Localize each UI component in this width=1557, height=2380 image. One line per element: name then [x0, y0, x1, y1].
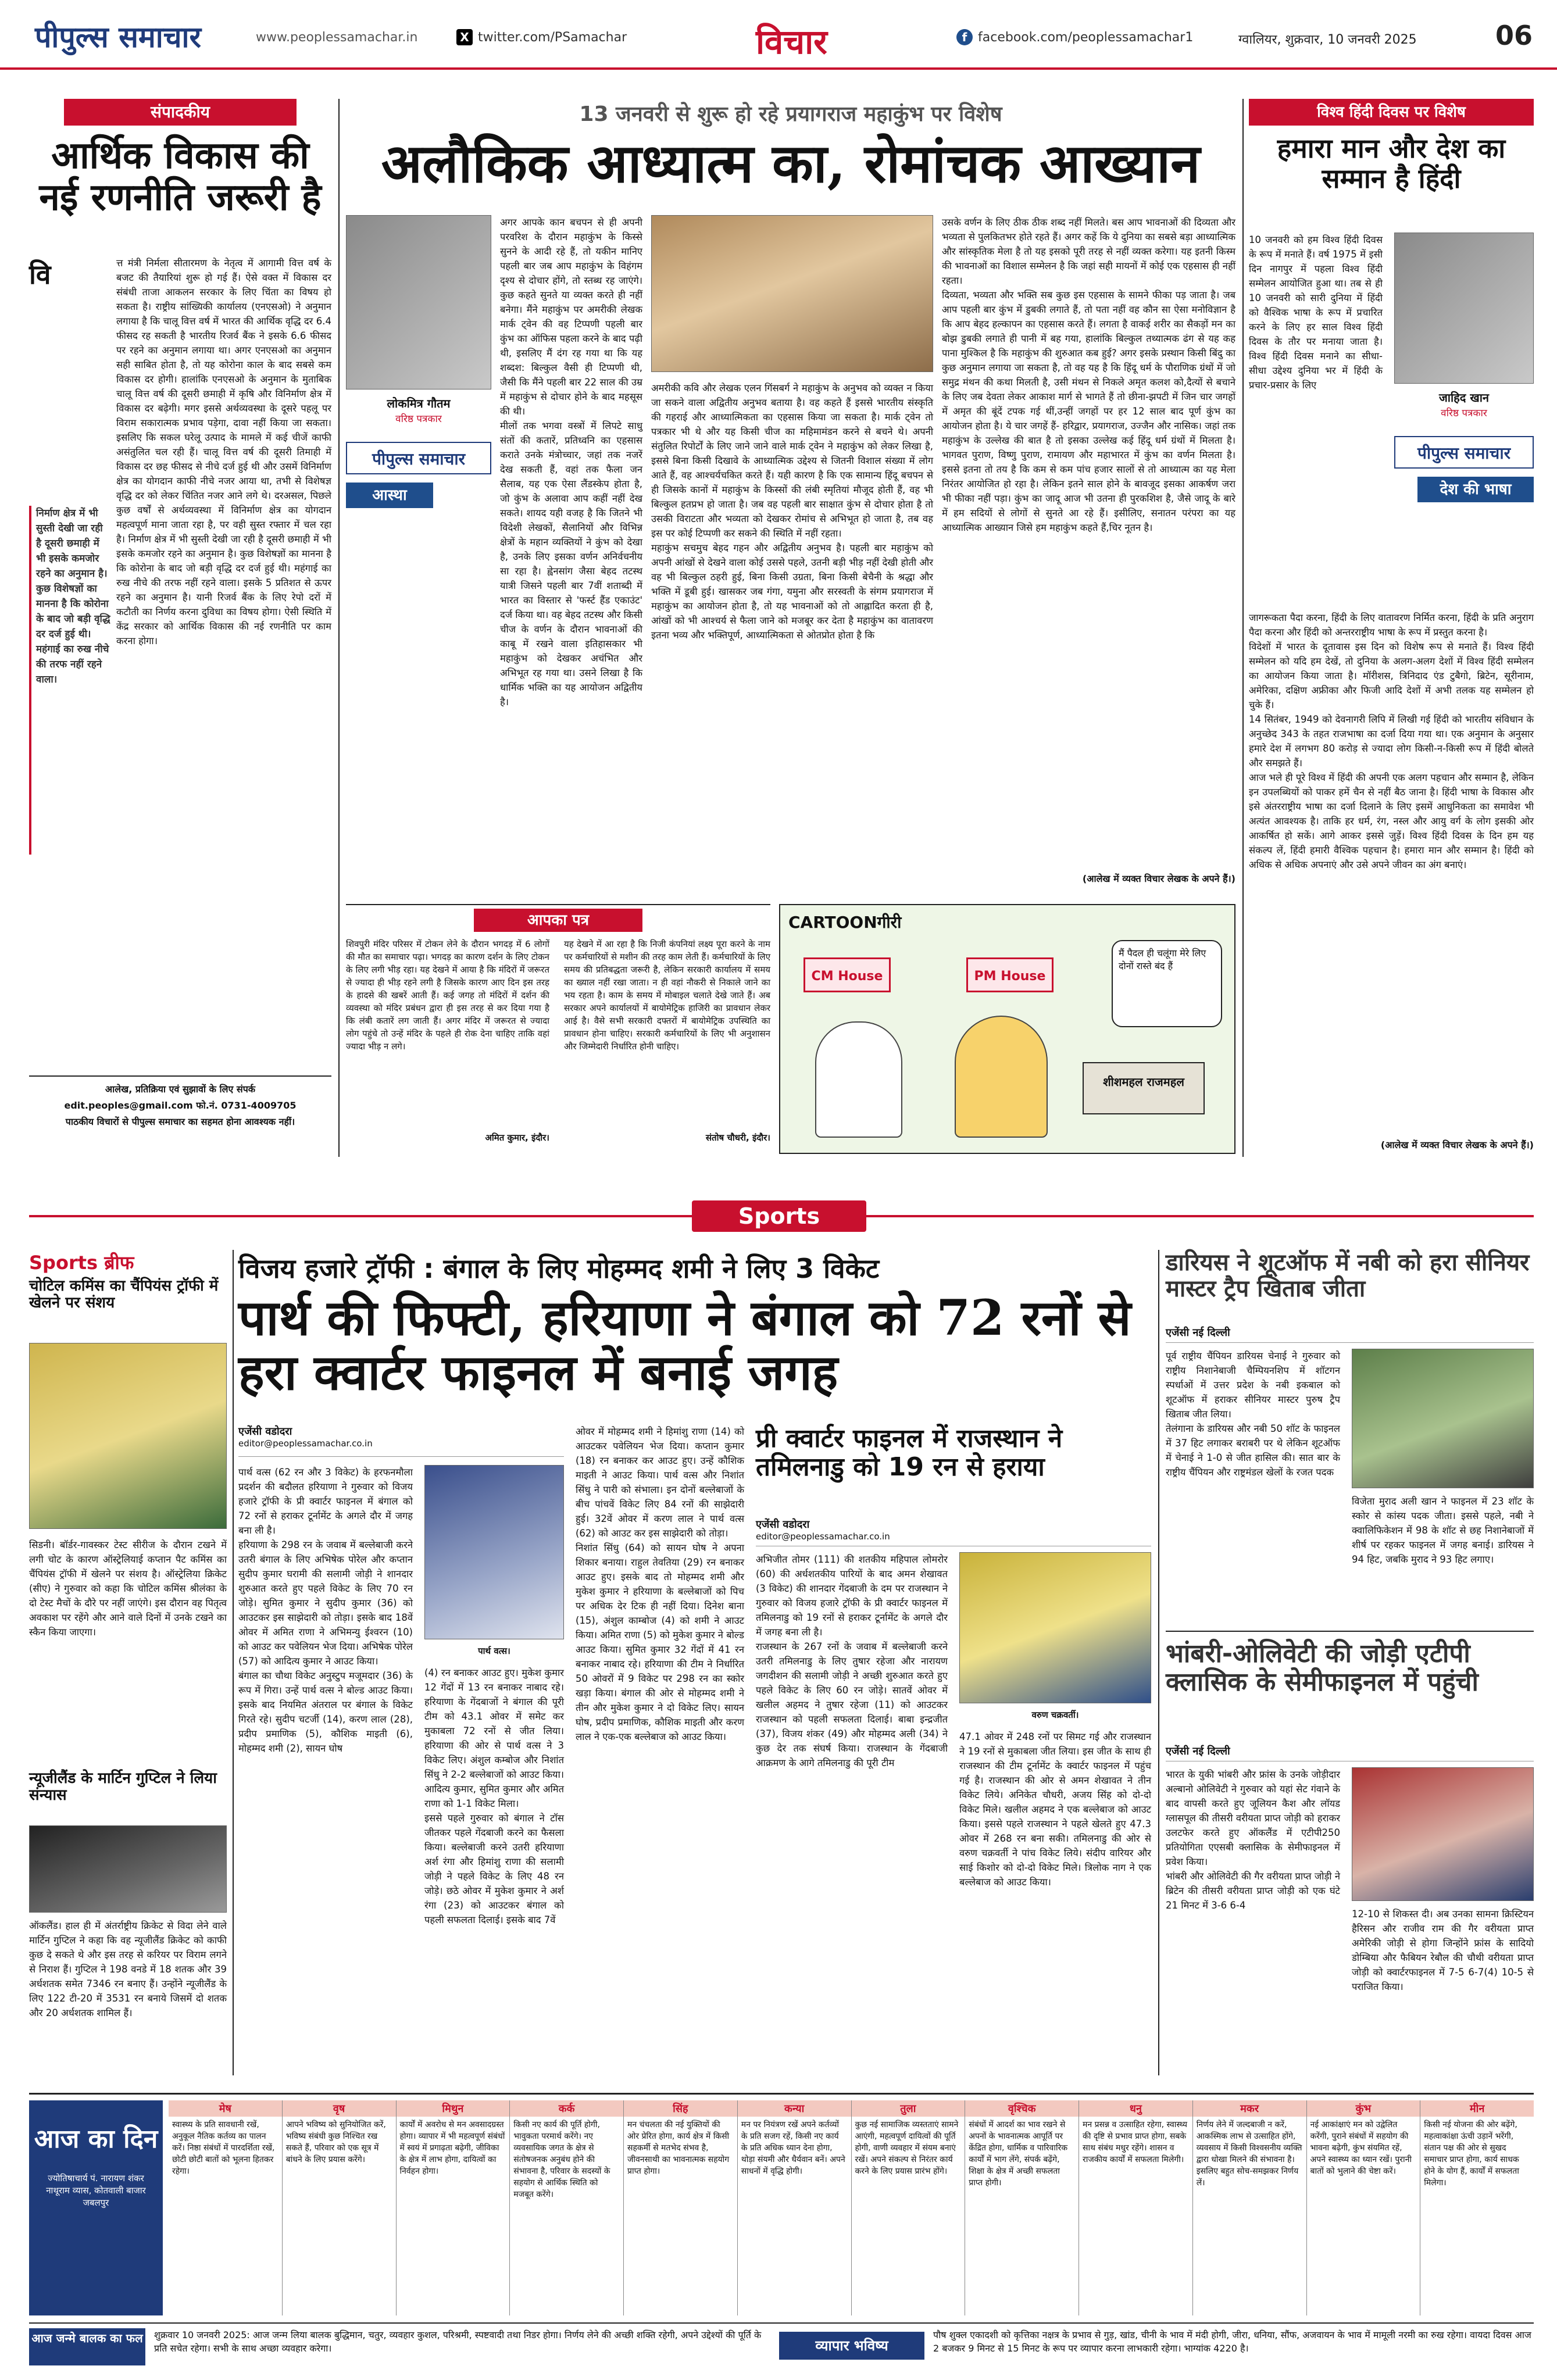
feature-col2: अमरीकी कवि और लेखक एलन गिंसबर्ग ने महाकुंभ के अनुभव को व्यक्त न किया जा सकने वाला अद्वितीय अनुभव बताया है। वह कहते हैं इससे भारतीय संस्कृति की गहराई और आध्यात्मिकता का एहसास किया जा सकता है। मार्क ट्वेन तो पत्रकार भी थे और यह किसी चीज का महिमामंडन करने से बचने थे। अपनी संतुलित रिपोर्टों के लिए जाने जाने वाले मार्क ट्वेन ने महाकुंभ को लेकर लिखा है, इससे बिना किसी दिखावे के आध्यात्मिक उद्देश्य से जितनी विशाल संख्या में लोग आते हैं, वह आश्चर्यचकित करते हैं। यही कारण है कि एक सामान्य हिंदू बचपन से ही जिसके कानों में महाकुंभ के किस्सों की लंबी स्मृतियां मौजूद होती हैं, वह भी बिल्कुल हतप्रभ हो जाता है। जब वह पहली बार साक्षात कुंभ से दोचार होता है तो उसकी विराटता और भव्यता को देखकर रोमांच से अभिभूत हो जाता है, तब वह इस पर कोई टिप्पणी कर सकने की स्थिति में नहीं रहता। महाकुंभ सचमुच बेहद गहन और अद्वितीय अनुभव है। पहली बार महाकुंभ को अपनी आंखों से देखने वाला कोई उससे पहले, उतनी बड़ी भीड़ नहीं देखी होती और वह भी बिल्कुल ठहरी हुई, बिना किसी उग्रता, बिना किसी बेचैनी के श्रद्धा और भक्ति में डूबी हुई। खासकर जब गंगा, यमुना और सरस्वती के संगम प्रयागराज में महाकुंभ का आयोजन होता है, तो यह भावनाओं को तो आह्लादित करता ही है, आंखों को भी आश्चर्य से फैला जाने को मजबूर कर देता है महाकुंभ का वातावरण इतना भव्य और भक्तिपूर्ण, आध्यात्मिकता से ओतप्रोत होता है कि	[651, 383, 933, 641]
contact-email[interactable]: edit.peoples@gmail.com फो.नं. 0731-4009705	[64, 1100, 297, 1111]
cartoon-figure-1	[815, 1021, 902, 1138]
hindi-day-title: हमारा मान और देश का सम्मान है हिंदी	[1277, 133, 1506, 194]
rashi-name: कुंभ	[1307, 2100, 1420, 2117]
raj-headline: प्री क्वार्टर फाइनल में राजस्थान ने तमिलनाडु को 19 रन से हराया	[756, 1424, 1063, 1482]
raj-body-1: अभिजीत तोमर (111) की शतकीय महिपाल लोमरोर (60) की अर्धशतकीय पारियों के बाद अमन शेखावत (3 विकेट) की शानदार गेंदबाजी के दम पर राजस्थान ने गुरुवार को विजय हजारे ट्रॉफी के प्री क्वार्टर फाइनल में तमिलनाडु को 19 रनों से हराकर टूर्नामेंट के अगले दौर में जगह बना ली है। राजस्थान के 267 रनों के जवाब में बल्लेबाजी करने उतरी तमिलनाडु के लिए तुषार रहेजा और नारायण जगदीशन की सलामी जोड़ी ने अच्छी शुरुआत करते हुए पहले विकेट के लिए 60 रन जोड़े। सातवें ओवर में खलील अहमद ने तुषार रहेजा (11) को आउटकर राजस्थान को पहली सफलता दिलाई। बाबा इन्द्रजीत (37), विजय शंकर (49) और मोहम्मद अली (34) ने कुछ देर तक संघर्ष किया। राजस्थान के गेंदबाजी आक्रमण के आगे तमिलनाडु की पूरी टीम	[756, 1554, 948, 1768]
bhambri-body: भारत के युकी भांबरी और फ्रांस के उनके जोड़ीदार अल्बानो ओलिवेटी ने गुरुवार को यहां सेट गंवाने के बाद वापसी करते हुए जूलियन कैश और लॉयड ग्लासपूल की तीसरी वरीयता प्राप्त जोड़ी को हराकर उलटफेर करते हुए ऑकलैंड में एटीपी250 प्रतियोगिता एएसबी क्लासिक के सेमीफाइनल में प्रवेश किया। भांबरी और ओलिवेटी की गैर वरीयता प्राप्त जोड़ी ने ब्रिटेन की तीसरी वरीयता प्राप्त जोड़ी को एक घंटे 21 मिनट में 3-6 6-4	[1166, 1769, 1340, 1911]
author-name: लोकमित्र गौतम	[387, 396, 451, 410]
byline-agency: एजेंसी वडोदरा	[238, 1425, 292, 1438]
dateline: ग्वालियर, शुक्रवार, 10 जनवरी 2025	[1238, 33, 1417, 47]
editorial-dropcap: वि	[29, 259, 51, 290]
rashi-text: निर्णय लेने में जल्दबाजी न करें, आकस्मिक लाभ से उत्साहित होंगे, व्यवसाय में किसी विश्वसनीय व्यक्ति द्वारा धोखा मिलने की संभावना है। इसलिए बहुत सोच-समझकर निर्णय लें।	[1196, 2120, 1302, 2188]
editorial-footer	[29, 1075, 331, 1145]
varun-caption: वरुण चक्रवर्ती।	[1031, 1710, 1079, 1720]
rashi-name: कन्या	[738, 2100, 851, 2117]
editorial-body: त्त मंत्री निर्मला सीतारमण के नेतृत्व में आगामी वित्त वर्ष के बजट की तैयारियां शुरू हो गई हैं। ऐसे वक्त में विकास दर संबंधी ताजा आकलन सरकार के लिए चिंता का विषय हो सकता है। राष्ट्रीय सांख्यिकी कार्यालय (एनएसओ) ने अनुमान लगाया है कि चालू वित्त वर्ष में भारत की आर्थिक वृद्धि दर 6.4 फीसद रह सकती है भारतीय रिजर्व बैंक ने इसके 6.6 फीसद पर रहने का अनुमान लगाया था। अगर एनएसओ का अनुमान सही साबित होता है, तो यह कोरोना काल के बाद सबसे कम विकास दर होगी। हालांकि एनएसओ के अनुमान के मुताबिक चालू वित्त वर्ष की दूसरी छमाही में कृषि और विनिर्माण क्षेत्र में विकास दर बढ़ेगी। मगर इससे अर्थव्यवस्था के दूसरे पहलू पर विराम सकारात्मक प्रभाव पड़ेगा, दावा नहीं किया जा सकता। इसलिए कि सकल घरेलू उत्पाद के मामले में कई चीजें काफी असंतुलित चल रही हैं। चालू वित्त वर्ष की दूसरी तिमाही में विकास दर छह फीसद से नीचे दर्ज हुई थी और उसमें विनिर्माण क्षेत्र का योगदान काफी नीचे नजर आया था, तभी से विशेषज्ञ वृद्धि दर को लेकर चिंतित नजर आने लगे थे। दरअसल, पिछले कुछ वर्षों से अर्थव्यवस्था में विनिर्माण क्षेत्र का योगदान महत्वपूर्ण माना जाता रहा है, पर वही सुस्त रफ्तार में चल रहा है। निर्माण क्षेत्र में भी सुस्ती देखी जा रही है दूसरी छमाही में भी इसके कमजोर रहने का अनुमान है। कुछ विशेषज्ञों का मानना है कि कोरोना के बाद जो बड़ी वृद्धि दर दर्ज हुई थी। महंगाई का रुख नीचे की तरफ नहीं रहने वाला। इसके 5 प्रतिशत से ऊपर रहने का अनुमान है। यानी रिजर्व बैंक के लिए रेपो दरों में कटौती का निर्णय करना दुविधा का विषय होगा। ऐसी स्थिति में केंद्र सरकार को आर्थिक विकास की नई रणनीति पर काम करना होगा।	[116, 258, 335, 646]
rashi-text: किसी नए कार्य की पूर्ति होगी, भावुकता परमार्थ करेंगे। नए व्यवसायिक जगत के क्षेत्र से संतोषजनक अनुबंध होने की संभावना है, परिवार के सदस्यों के सहयोग से आर्थिक स्थिति को मजबूत करेंगे।	[513, 2120, 610, 2199]
hindi-day-intro: 10 जनवरी को हम विश्व हिंदी दिवस के रूप में मनाते हैं। वर्ष 1975 में इसी दिन नागपुर में पहला विश्व हिंदी सम्मेलन आयोजित हुआ था। तब से ही 10 जनवरी को सारी दुनिया में हिंदी को वैश्विक भाषा के रूप में प्रचारित करने के लिए हर साल विश्व हिंदी दिवस के तौर पर मनाया जाता है। विश्व हिंदी दिवस मनाने का सीधा-सीधा उद्देश्य दुनिया भर में हिंदी के प्रचार-प्रसार के लिए	[1249, 234, 1386, 391]
rashi-name: मिथुन	[397, 2100, 510, 2117]
rashi-name: धनु	[1079, 2100, 1192, 2117]
darius-body-2: विजेता मुराद अली खान ने फाइनल में 23 शॉट के स्कोर से कांस्य पदक जीता। इससे पहले, नबी ने क्वालिफिकेशन में 98 के शॉट से छह निशानेबाजों में शीर्ष पर रहकर फाइनल में जगह बनाई। डारियस ने 94 हिट, जबकि मुराद ने 93 हिट लगाए।	[1352, 1496, 1537, 1565]
twitter-handle[interactable]: twitter.com/PSamachar	[478, 30, 627, 45]
rashi-text: मन पर नियंत्रण रखें अपने कर्तव्यों के प्रति सजग रहें, किसी नए कार्य के प्रति अधिक ध्यान देना होगा, थोड़ा संयमी और धैर्यवान बनें। अपने साधनों में वृद्धि होगी।	[741, 2120, 845, 2176]
divider	[1242, 99, 1244, 1157]
hindi-day-label: विश्व हिंदी दिवस पर विशेष	[1249, 99, 1534, 126]
editorial-title: आर्थिक विकास की नई रणनीति जरूरी है	[39, 134, 322, 219]
bhambri-photo	[1352, 1767, 1534, 1901]
horoscope-title: आज का दिन	[34, 2124, 158, 2154]
feature-note: (आलेख में व्यक्त विचार लेखक के अपने हैं।)	[1082, 873, 1235, 884]
contact-label: आलेख, प्रतिक्रिया एवं सुझावों के लिए संपर्क	[105, 1084, 256, 1095]
bottom-strip	[29, 2322, 1534, 2369]
letter-2-author: संतोष चौधरी, इंदौर।	[705, 1132, 770, 1143]
rashi-vrish	[283, 2100, 397, 2315]
cm-house-sign: CM House	[804, 957, 891, 992]
feature-article	[346, 99, 1235, 895]
author-photo	[346, 215, 491, 389]
rashi-name: वृश्चिक	[965, 2100, 1079, 2117]
rashi-text: कार्यों में अवरोध से मन अवसादग्रस्त होगा। व्यापार में भी महत्वपूर्ण संबंधों में स्वयं में प्रगाढ़ता बढ़ेगी, जीविका के क्षेत्र में लाभ होगा, दायित्वों का निर्वहन होगा।	[399, 2120, 505, 2176]
rashi-singh	[624, 2100, 738, 2315]
rashi-text: किसी नई योजना की ओर बढ़ेंगे, महत्वाकांक्षा ऊंची उड़ानें भरेंगी, संतान पक्ष की ओर से सुखद समाचार प्राप्त होगा, कार्य साधक होने के योग हैं, कार्यों में सफलता मिलेगा।	[1424, 2120, 1519, 2188]
letter-2: यह देखने में आ रहा है कि निजी कंपनियां लक्ष्य पूरा करने के नाम पर कर्मचारियों से मशीन की तरह काम लेती हैं। कर्मचारियों के लिए समय की प्रतिबद्धता जरूरी है, लेकिन सरकारी कार्यालय में समय का ख्याल नहीं रखा जाता। न ही वहां नौकरी से निकाले जाने का भय रहता है। काम के समय में मोबाइल चलाते देखे जाते हैं। अब सरकार अपने कार्यालयों में बायोमेट्रिक हाजिरी का प्रावधान लेकर आई है। वैसे सभी सरकारी दफ्तरों में बायोमेट्रिक उपस्थिति का प्रावधान होना चाहिए। सरकारी कर्मचारियों के लिए भी अनुशासन और जिम्मेदारी निर्धारित होनी चाहिए।	[564, 939, 773, 1052]
hindi-author-photo	[1394, 233, 1534, 384]
trade-label: व्यापार भविष्य	[779, 2332, 924, 2360]
letters-box	[346, 904, 773, 1154]
brief2-body: ऑकलैंड। हाल ही में अंतर्राष्ट्रीय क्रिकेट से विदा लेने वाले मार्टिन गुप्टिल ने कहा कि वह न्यूजीलैंड क्रिकेट को काफी कुछ दे सकते थे और इस तरह से करियर पर विराम लगने से निराश हैं। गुप्टिल ने 198 वनडे में 18 शतक और 39 अर्धशतक समेत 7346 रन बनाए हैं। उन्होंने न्यूजीलैंड के लिए 122 टी-20 में 3531 रन बनाये जिसमें दो शतक और 20 अर्धशतक शामिल हैं।	[29, 1920, 230, 2018]
feature-title: अलौकिक आध्यात्म का, रोमांचक आख्यान	[381, 132, 1201, 195]
raj-byline-agency: एजेंसी वडोदरा	[756, 1518, 810, 1531]
darius-body: पूर्व राष्ट्रीय चैंपियन डारियस चेनाई ने गुरुवार को राष्ट्रीय निशानेबाजी चैम्पियनशिप में शॉटगन स्पर्धाओं में उत्तर प्रदेश के नबी इकबाल को शूटऑफ में हराकर सीनियर मास्टर पुरुष ट्रैप खिताब जीत लिया। तेलंगाना के डारियस और नबी 50 शॉट के फाइनल में 37 हिट लगाकर बराबरी पर थे लेकिन शूटऑफ में चेनाई ने 1-0 से जीत हासिल की। सात बार के राष्ट्रीय चैंपियन और राष्ट्रमंडल खेलों के रजत पदक	[1166, 1350, 1340, 1478]
rashi-text: आपने भविष्य को सुनियोजित करें, भविष्य संबंधी कुछ निश्चित रख सकते हैं, परिवार को एक सूत्र में बांधने के लिए प्रयास करेंगे।	[285, 2120, 386, 2164]
story-col3: ओवर में मोहम्मद शमी ने हिमांशु राणा (14) को आउटकर पवेलियन भेज दिया। कप्तान कुमार (18) रन बनाकर कर आउट हुए। उन्हें कौशिक माइती ने आउट किया। पार्थ वत्स और निशांत सिंधु ने पारी को संभाला। इन दोनों बल्लेबाजों के बीच पांचवें विकेट लिए 84 रनों की साझेदारी हुई। 32वें ओवर में करण लाल ने पार्थ वत्स (62) को आउट कर इस साझेदारी को तोड़ा। निशांत सिंधु (64) को सायन घोष ने अपना शिकार बनाया। राहुल तेवतिया (29) रन बनाकर आउट हुए। इसके बाद तो मोहम्मद शमी और मुकेश कुमार ने हरियाणा के बल्लेबाजों को पिच पर अधिक देर टिक ही नहीं दिया। दिनेश बाना (15), अंशुल काम्बोज (4) को शमी ने आउट किया। अमित राणा (5) को मुकेश कुमार ने बोल्ड आउट किया। सुमित कुमार 32 गेंदों में 41 रन बनाकर नाबाद रहे। हरियाणा की टीम ने निर्धारित 50 ओवरों में 9 विकेट पर 298 रन का स्कोर खड़ा किया। बंगाल की ओर से मोहम्मद शमी ने तीन और मुकेश कुमार ने दो विकेट लिए। सायन घोष, प्रदीप प्रमाणिक, कौशिक माइती और करण लाल ने एक-एक बल्लेबाज को आउट किया।	[576, 1426, 744, 1742]
parth-vats-caption: पार्थ वत्स।	[478, 1646, 510, 1656]
section-title: विचार	[756, 22, 827, 62]
brief1-headline: चोटिल कमिंस का चैंपियंस ट्रॉफी में खेलने पर संशय	[29, 1277, 219, 1312]
rashi-mesh	[169, 2100, 283, 2315]
editorial-pullquote: निर्माण क्षेत्र में भी सुस्ती देखी जा रही है दूसरी छमाही में भी इसके कमजोर रहने का अनुमान है। कुछ विशेषज्ञों का मानना है कि कोरोना के बाद जो बड़ी वृद्धि दर दर्ज हुई थी। महंगाई का रुख नीचे की तरफ नहीं रहने वाला।	[29, 506, 110, 855]
rashi-name: कर्क	[510, 2100, 623, 2117]
hindi-brand-logo: पीपुल्स समाचार	[1394, 436, 1534, 469]
varun-photo	[959, 1552, 1151, 1703]
guptill-photo	[29, 1825, 227, 1913]
rashi-text: मन चंचलता की नई युक्तियों की ओर प्रेरित होगा, कार्य क्षेत्र में किसी सहकर्मी से मतभेद संभव है, जीवनसाथी का भावनात्मक सहयोग प्राप्त होगा।	[627, 2120, 730, 2176]
rashi-text: स्वास्थ्य के प्रति सावधानी रखें, अनुकूल नैतिक कर्तव्य का पालन करें। निष्ठा संबंधों में पारदर्शिता रखें, छोटी छोटी बातों को भूलना हितकर रहेगा।	[172, 2120, 275, 2176]
birth-text: शुक्रवार 10 जनवरी 2025: आज जन्म लिया बालक बुद्धिमान, चतुर, व्यवहार कुशल, परिश्रमी, स्पष्टवादी तथा निडर होगा। निर्णय लेने की अच्छी शक्ति रहेगी, अपने उद्देश्यों की पूर्ति के प्रति सचेत रहेगा। सभी के साथ अच्छा व्यवहार करेगा।	[154, 2329, 762, 2354]
website-url[interactable]: www.peoplessamachar.in	[256, 30, 418, 45]
parth-vats-photo	[424, 1465, 564, 1639]
letter-1-author: अमित कुमार, इंदौर।	[485, 1132, 549, 1143]
story-col2: (4) रन बनाकर आउट हुए। मुकेश कुमार 12 गेंदों में 13 रन बनाकर नाबाद रहे। हरियाणा के गेंदबाजों ने बंगाल की पूरी टीम को 43.1 ओवर में समेट कर मुकाबला 72 रनों से जीत लिया। हरियाणा की ओर से पार्थ वत्स ने 3 विकेट लिए। अंशुल कम्बोज और निशांत सिंधु ने 2-2 बल्लेबाजों को आउट किया। आदित्य कुमार, सुमित कुमार और अमित राणा को 1-1 विकेट मिला। इससे पहले गुरुवार को बंगाल ने टॉस जीतकर पहले गेंदबाजी करने का फैसला किया। बल्लेबाजी करने उतरी हरियाणा अर्श रंगा और हिमांशु राणा की सलामी जोड़ी ने पहले विकेट के लिए 48 रन जोड़े। छठे ओवर में मुकेश कुमार ने अर्श रंगा (23) को आउटकर बंगाल को पहली सफलता दिलाई। इसके बाद 7वें	[424, 1667, 564, 1925]
right-sports-column	[1166, 1249, 1537, 2075]
facebook-handle[interactable]: facebook.com/peoplessamachar1	[978, 30, 1194, 45]
darius-headline: डारियस ने शूटऑफ में नबी को हरा सीनियर मास्टर ट्रैप खिताब जीता	[1166, 1249, 1530, 1302]
rashi-vrishchik	[965, 2100, 1079, 2315]
darius-byline: एजेंसी नई दिल्ली	[1166, 1325, 1534, 1343]
birth-label: आज जन्मे बालक का फल	[29, 2328, 145, 2365]
rashi-tula	[852, 2100, 966, 2315]
rashi-name: सिंह	[624, 2100, 737, 2117]
cummins-photo	[29, 1343, 227, 1529]
rashi-text: संबंधों में आदर्श का भाव रखने से अपनों के भावनात्मक आपूर्ति पर केंद्रित होगा, धार्मिक व पारिवारिक कार्यों में भाग लेंगे, संपर्क बढ़ेंगे, शिक्षा के क्षेत्र में अच्छी सफलता प्राप्त होगी।	[969, 2120, 1068, 2188]
rashi-grid	[169, 2100, 1534, 2315]
horoscope-section	[29, 2093, 1534, 2320]
trade-text: पौष शुक्ल एकादशी को कृत्तिका नक्षत्र के प्रभाव से गुड़, खांड, चीनी के भाव में मंदी होगी, जीरा, धनिया, सौंफ, अजवायन के भाव में मामूली नरमी का रुख रहेगा। वायदा दिवस आज 2 बजकर 9 मिनट से 15 मिनट के रूप पर व्यापार करना लाभकारी रहेगा। भाग्यांक 4220 है।	[933, 2329, 1531, 2354]
cartoon-board: शीशमहल राजमहल	[1083, 1062, 1205, 1114]
rashi-text: नई आकांक्षाएं मन को उद्वेलित करेंगी, पुराने संबंधों में सहयोग की भावना बढ़ेगी, कुंभ संयमित रहें, अपने स्वास्थ्य का ध्यान रखें। पुरानी बातों को भुलाने की चेष्टा करें।	[1310, 2120, 1412, 2176]
hindi-day-article	[1249, 99, 1534, 1157]
rashi-name: मेष	[169, 2100, 282, 2117]
raj-byline-email[interactable]: editor@peoplessamachar.co.in	[756, 1531, 890, 1542]
editorial-column	[29, 99, 335, 1157]
page-number: 06	[1495, 20, 1533, 51]
rashi-meen	[1420, 2100, 1534, 2315]
divider	[1166, 1631, 1534, 1632]
disclaimer: पाठकीय विचारों से पीपुल्स समाचार का सहमत होना आवश्यक नहीं।	[65, 1116, 295, 1127]
raj-byline	[756, 1517, 1151, 1546]
cartoon-box	[779, 904, 1235, 1154]
twitter-icon: X	[456, 29, 473, 45]
rashi-name: मकर	[1193, 2100, 1306, 2117]
byline-email[interactable]: editor@peoplessamachar.co.in	[238, 1438, 373, 1449]
hindi-day-body: जागरूकता पैदा करना, हिंदी के लिए वातावरण निर्मित करना, हिंदी के प्रति अनुराग पैदा करना और हिंदी को अन्तरराष्ट्रीय भाषा के रूप में प्रस्तुत करना है। विदेशों में भारत के दूतावास इस दिन को विशेष रूप से मनाते हैं। विश्व हिंदी सम्मेलन को यदि हम देखें, तो दुनिया के अलग-अलग देशों में विश्व हिंदी सम्मेलन का आयोजन किया जाता है। मॉरीशस, त्रिनिदाद एंड टुबैगो, ब्रिटेन, सूरीनाम, अमेरिका, दक्षिण अफ्रीका और फिजी आदि देशों में अभी तलक यह सम्मेलन हो चुके हैं। 14 सितंबर, 1949 को देवनागरी लिपि में लिखी गई हिंदी को भारतीय संविधान के अनुच्छेद 343 के तहत राजभाषा का दर्जा दिया गया था। एक अनुमान के अनुसार हमारे देश में लगभग 80 करोड़ से ज्यादा लोग किसी-न-किसी रूप में हिंदी बोलते और समझते हैं। आज भले ही पूरे विश्व में हिंदी की अपनी एक अलग पहचान और सम्मान है, लेकिन इन उपलब्धियों को पाकर हमें चैन से नहीं बैठ जाना है। हिंदी भाषा के विकास और इसे अंतरराष्ट्रीय भाषा का दर्जा दिलाने के लिए इसमें आधुनिकता का समावेश भी अत्यंत आवश्यक है। ताकि हर धर्म, रंग, नस्ल और आयु वर्ग के लोग इसकी ओर आकर्षित हो सकें। आगे आकर इससे जुड़ें। विश्व हिंदी दिवस के दिन हम यह संकल्प लें, हिंदी हमारी वैश्विक पहचान है। हमारा मान और सम्मान है। हिंदी को अधिक से अधिक अपनाएं और उसे अपने जीवन का अंग बनाएं।	[1249, 612, 1534, 870]
sports-brief-title: Sports ब्रीफ	[29, 1252, 134, 1274]
newspaper-logo: पीपुल्स समाचार	[35, 20, 201, 54]
story-col1: पार्थ वत्स (62 रन और 3 विकेट) के हरफनमौला प्रदर्शन की बदौलत हरियाणा ने गुरुवार को विजय हजारे ट्रॉफी के प्री क्वार्टर फाइनल में बंगाल को 72 रनों से हराकर टूर्नामेंट के अगले दौर में जगह बना ली है। हरियाणा के 298 रन के जवाब में बल्लेबाजी करने उतरी बंगाल के लिए अभिषेक पोरेल और कप्तान सुदीप कुमार घरामी की सलामी जोड़ी ने शानदार शुरुआत करते हुए पहले विकेट के लिए 70 रन जोड़े। सुमित कुमार ने सुदीप कुमार (36) को आउटकर इस साझेदारी को तोड़ा। इसके बाद 18वें ओवर में अमित राणा ने अभिमन्यु ईश्वरन (10) को आउट कर पवेलियन भेज दिया। अभिषेक पोरेल (57) को आदित्य कुमार ने आउट किया। बंगाल का चौथा विकेट अनुस्टुप मजूमदार (36) के रूप में गिरा। उन्हें पार्थ वत्स ने बोल्ड आउट किया। इसके बाद नियमित अंतराल पर बंगाल के विकेट गिरते रहे। सुदीप चटर्जी (14), करण लाल (28), प्रदीप प्रमाणिक (5), कौशिक माइती (6), मोहम्मद शमी (2), सायन घोष	[238, 1467, 413, 1754]
astrologer-name: ज्योतिषाचार्य पं. नारायण शंकर नाथूराम व्यास, कोतवाली बाजार जबलपुर	[46, 2173, 146, 2208]
rashi-text: कुछ नई सामाजिक व्यस्तताएं सामने आएंगी, महत्वपूर्ण दायित्वों की पूर्ति होगी, वाणी व्यवहार में संयम बनाएं रखें। अपने संकल्प से निरंतर कार्य करने के लिए प्रयास प्रारंभ होंगे।	[855, 2120, 959, 2176]
hindi-day-note: (आलेख में व्यक्त विचार लेखक के अपने हैं।)	[1380, 1139, 1534, 1150]
rashi-name: तुला	[852, 2100, 965, 2117]
rashi-mithun	[397, 2100, 510, 2315]
bhambri-body-2: 12-10 से शिकस्त दी। अब उनका सामना क्रिस्टियन हैरिसन और राजीव राम की गैर वरीयता प्राप्त अमेरिकी जोड़ी से होगा जिन्होंने फ्रांस के सादियो डोम्बिया और फैबियन रेबौल की चौथी वरीयता प्राप्त जोड़ी को क्वार्टरफाइनल में 7-5 6-7(4) 10-5 से पराजित किया।	[1352, 1909, 1537, 1992]
feature-kicker: 13 जनवरी से शुरू हो रहे प्रयागराज महाकुंभ पर विशेष	[579, 102, 1002, 126]
divider	[1158, 1250, 1159, 2075]
story-byline	[238, 1424, 564, 1457]
cartoon-figure-2	[955, 1016, 1048, 1138]
rashi-name: मीन	[1420, 2100, 1534, 2117]
rashi-kark	[510, 2100, 624, 2315]
rashi-dhanu	[1079, 2100, 1193, 2315]
rashi-kanya	[738, 2100, 852, 2315]
masthead	[0, 0, 1557, 70]
raj-body-2: 47.1 ओवर में 248 रनों पर सिमट गई और राजस्थान ने 19 रनों से मुकाबला जीत लिया। इस जीत के साथ ही राजस्थान की टीम टूर्नामेंट के क्वार्टर फाइनल में पहुंच गई है। राजस्थान की ओर से अमन शेखावत ने तीन विकेट लिये। अनिकेत चौधरी, अजय सिंह को दो-दो विकेट मिले। खलील अहमद ने एक बल्लेबाज को आउट किया। इससे पहले राजस्थान ने पहले खेलते हुए 47.3 ओवर में 268 रन बना सकी। तमिलनाडु की ओर से वरुण चक्रवर्ती ने पांच विकेट लिये। संदीप वारियर और साई किशोर को दो-दो विकेट मिले। त्रिलोक नाग ने एक बल्लेबाज को आउट किया।	[959, 1731, 1155, 1888]
rashi-name: वृष	[283, 2100, 396, 2117]
darius-photo	[1352, 1349, 1534, 1488]
letter-1: शिवपुरी मंदिर परिसर में टोकन लेने के दौरान भगदड़ में 6 लोगों की मौत का समाचार पढ़ा। भगदड़ का कारण दर्शन के लिए टोकन के लिए लगी भीड़ रहा। यह देखने में आया है कि मंदिरों में जरूरत से ज्यादा ही भीड़ रहने लगी है जिसके कारण आए दिन इस तरह के हादसे की खबरें आती हैं। कई जगह तो मंदिरों में दर्शन की व्यवस्था को मंदिर प्रबंधन द्वारा ही इस तरह से कर दिया गया है कि लंबी कतारें लग जाती हैं। अगर मंदिर में जरूरत से ज्यादा लोग पहुंचे तो उन्हें मंदिर के पहले ही रोक देना चाहिए ताकि वहां ज्यादा भीड़ न लगे।	[346, 939, 552, 1052]
sports-brief-column	[29, 1250, 230, 2075]
horoscope-title-box	[29, 2100, 163, 2315]
kumbh-photo	[651, 215, 933, 372]
sports-banner: Sports	[692, 1200, 866, 1232]
divider	[338, 99, 340, 1157]
brief2-headline: न्यूजीलैंड के मार्टिन गुप्टिल ने लिया संन्यास	[29, 1770, 217, 1804]
bhambri-headline: भांबरी-ओलिवेटी की जोड़ी एटीपी क्लासिक के सेमीफाइनल में पहुंची	[1166, 1639, 1479, 1698]
hindi-author-role: वरिष्ठ पत्रकार	[1441, 408, 1487, 419]
cartoon-brand: CARTOONगीरी	[788, 913, 902, 932]
rashi-makar	[1193, 2100, 1307, 2315]
editorial-label: संपादकीय	[64, 99, 297, 126]
divider	[233, 1250, 234, 2075]
hindi-author-name: जाहिद खान	[1438, 391, 1490, 405]
main-sports-story	[238, 1250, 1155, 2075]
feature-col1: अगर आपके कान बचपन से ही अपनी परवरिश के दौरान महाकुंभ के किस्से सुनने के आदी रहे हैं, तो यकीन मानिए पहली बार जब आप महाकुंभ के विहंगम दृश्य से दोचार होंगे, तो स्तब्ध रह जाएंगे। कुछ कहते सुनते या व्यक्त करते ही नहीं बनेगा। मैंने महाकुंभ पर अमरीकी लेखक मार्क ट्वेन की वह टिप्पणी पहली बार कुंभ का ऑफिस पहला करने के बाद पढ़ी थी, इसलिए मैं दंग रह गया था कि यह शब्दश: बिल्कुल वैसी ही टिप्पणी थी, जैसी कि मैंने पहली बार 22 साल की उम्र में महाकुंभ से दोचार होने के बाद महसूस की थी। मीलों तक भगवा वस्त्रों में लिपटे साधु संतों की कतारें, प्रतिध्वनि का एहसास कराते उनके मंत्रोच्चार, जहां तक नजरें देख सकती हैं, वहां तक फैला जन सैलाब, यह एक ऐसा लैंडस्केप होता है, जो कुंभ के अलावा आप कहीं नहीं देख सकते। शायद यही वजह है कि जितने भी विदेशी लेखकों, सैलानियों और विभिन्न क्षेत्रों के महान व्यक्तियों ने कुंभ को देखा है, उनके लिए इसका वर्णन अनिर्वचनीय सा रहा है। ह्वेनसांग जैसा बेहद तटस्थ यात्री जिसने पहली बार 7वीं शताब्दी में भारत का विस्तार से 'फर्स्ट हैंड एकाउंट' दर्ज किया था। वह बेहद तटस्थ और किसी चीज के वर्णन के दौरान भावनाओं की काबू में रखने वाला इतिहासकार भी महाकुंभ को देखकर अचंभित और अभिभूत रह गया था। उसने लिखा है कि धार्मिक भक्ति का यह आयोजन अद्वितीय है।	[500, 217, 642, 707]
brief1-body: सिडनी। बॉर्डर-गावस्कर टेस्ट सीरीज के दौरान टखने में लगी चोट के कारण ऑस्ट्रेलियाई कप्तान पैट कमिंस का चैंपियंस ट्रॉफी में खेलने पर संशय है। ऑस्ट्रेलिया क्रिकेट (सीए) ने गुरुवार को कहा कि चोटिल कमिंस श्रीलंका के दो टेस्ट मैचों के दौरे पर नहीं जाएंगे। इस दौरान वह पितृत्व अवकाश पर रहेंगे और आने वाले दिनों में उनके टखने का स्कैन किया जाएगा।	[29, 1539, 230, 1638]
facebook-icon: f	[956, 29, 973, 45]
feature-tag: आस्था	[346, 483, 433, 508]
cartoon-bubble: मैं पैदल ही चलूंगा मेरे लिए दोनों रास्ते बंद हैं	[1112, 940, 1222, 1027]
story-headline: पार्थ की फिफ्टी, हरियाणा ने बंगाल को 72 रनों से हरा क्वार्टर फाइनल में बनाई जगह	[238, 1289, 1131, 1402]
bhambri-byline: एजेंसी नई दिल्ली	[1166, 1744, 1534, 1761]
story-kicker: विजय हजारे ट्रॉफी : बंगाल के लिए मोहम्मद शमी ने लिए 3 विकेट	[238, 1253, 880, 1284]
feature-brand-logo: पीपुल्स समाचार	[346, 442, 491, 474]
hindi-day-tag: देश की भाषा	[1417, 477, 1534, 502]
rashi-text: मन प्रसन्न व उत्साहित रहेगा, स्वास्थ्य की दृष्टि से प्रभाव प्राप्त होगा, सबके साथ संबंध मधुर रहेंगे। शासन व राजकीय कार्यों में सफलता मिलेगी।	[1083, 2120, 1188, 2164]
rashi-kumbh	[1307, 2100, 1421, 2315]
feature-col3: उसके वर्णन के लिए ठीक ठीक शब्द नहीं मिलते। बस आप भावनाओं की दिव्यता और भव्यता से पुलकितभर होते रहते हैं। अगर कहें कि ये दुनिया का सबसे बड़ा आध्यात्मिक और सांस्कृतिक मेला है तो यह इसको पूरी तरह से नहीं व्यक्त करेगा। यह इतनी किस्म की भावनाओं का विशाल सम्मेलन है कि जहां सही मायनों में कोई एक एहसास ही नहीं रहता। दिव्यता, भव्यता और भक्ति सब कुछ इस एहसास के सामने फीका पड़ जाता है। जब आप पहली बार कुंभ में डुबकी लगाते हैं, तो पता नहीं वह कौन सा ऐसा मनोविज्ञान है कि आप बेहद हल्कापन का एहसास करते हैं। लगता है वाकई शरीर का सैकड़ों मन का बोझ डुबकी लगाते ही पानी में बह गया, हालांकि बिल्कुल तथ्यात्मक ढंग से यह कह पाना मुश्किल है कि महाकुंभ की शुरुआत कब हुई? अगर इसके प्रस्थान किसी बिंदु का कुछ अनुमान लगाया जा सकता है, तो वह यह है कि हिंदू धर्म के पौराणिक ग्रंथों में जो समुद्र मंथन की कथा मिलती है, उसी मंथन से निकले अमृत कलश को,दैत्यों से बचाने के लिए जब देवता लेकर आकाश मार्ग से भागते हैं तो छीना-झपटी में जिन चार जगहों में अमृत की बूंदें टपक गई थीं,उन्हीं जगहों पर हर 12 साल बाद पूर्ण कुंभ का आयोजन होता है। ये चार जगहें हैं- हरिद्वार, प्रयागराज, उज्जैन और नासिक। जहां तक महाकुंभ के उल्लेख की बात है तो इसका उल्लेख कई हिंदू धर्म ग्रंथों में मिलता है। भागवत पुराण, विष्णु पुराण, रामायण और महाभारत में कुंभ का वर्णन मिलता है। इससे इतना तो तय है कि कम से कम पांच हजार सालों से तो आध्यात्म का यह मेला निरंतर आयोजित हो रहा है। लेकिन इतने साल होने के बावजूद इसका आकर्षण जरा भी फीका नहीं पड़ा। कुंभ का जादू आज भी उतना ही पुरकशिश है, जैसे जादू के बारे में हम सदियों से लोगों से सुनते आ रहे हैं। इसीलिए, सनातन परंपरा का यह आध्यात्मिक आख्यान जिसे हम महाकुंभ कहते हैं,चिर नूतन है।	[942, 217, 1235, 533]
author-role: वरिष्ठ पत्रकार	[395, 413, 442, 425]
letters-title: आपका पत्र	[474, 909, 642, 932]
pm-house-sign: PM House	[966, 957, 1054, 992]
